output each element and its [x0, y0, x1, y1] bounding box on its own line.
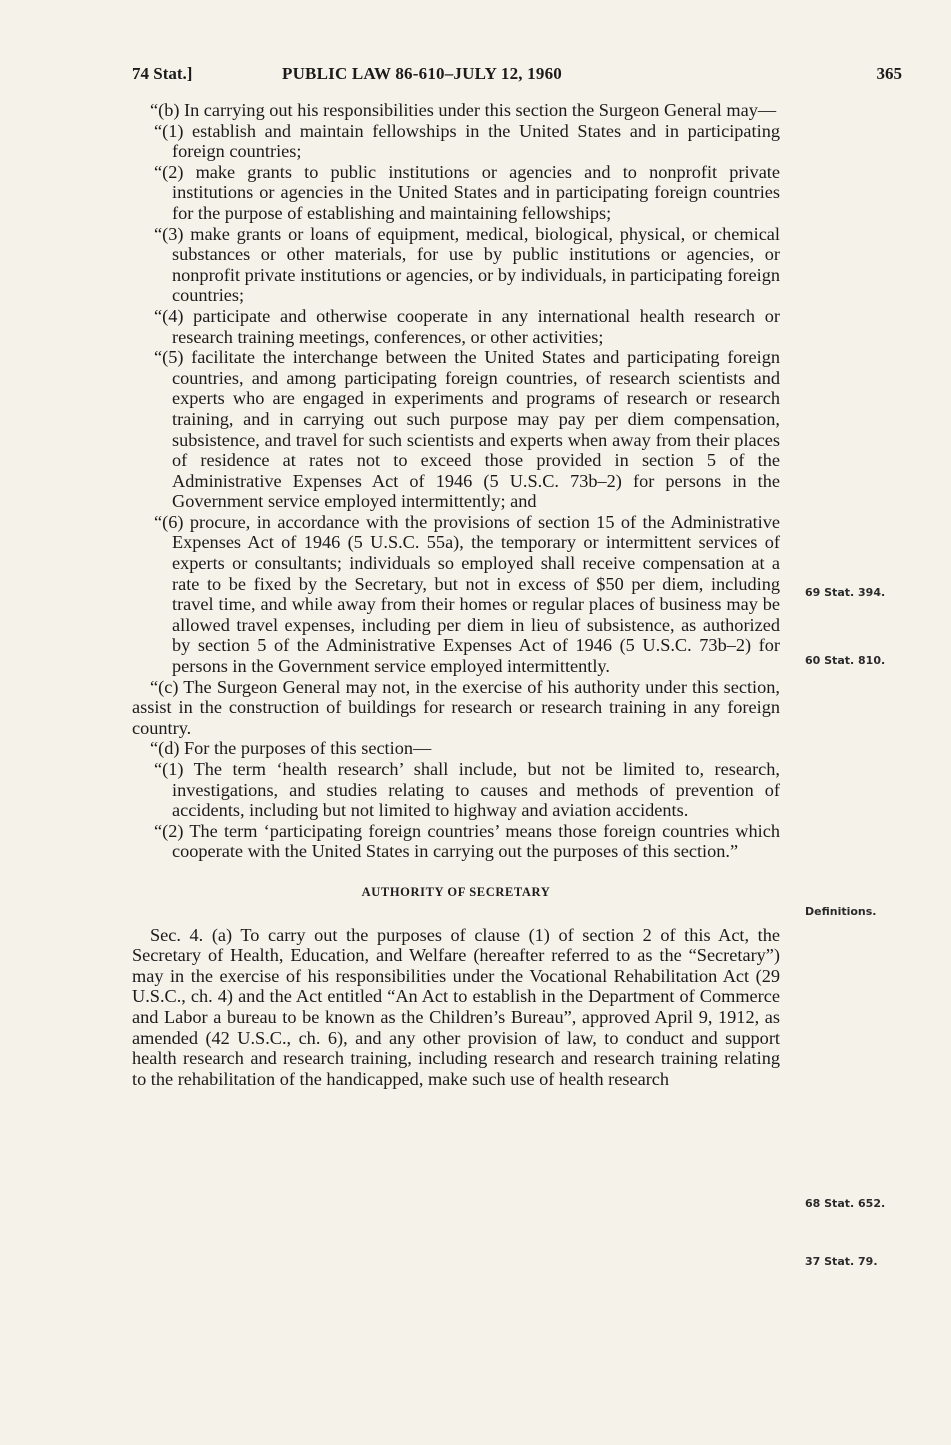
- margin-notes: [805, 0, 945, 1445]
- law-title: PUBLIC LAW 86-610–JULY 12, 1960: [282, 64, 562, 83]
- paragraph-b2: “(2) make grants to public institutions or agencies and to nonprofit private institutions or agencies in the United States and in participating foreign countries for the purpose of establishing and maintaining fellowships;: [154, 161, 780, 223]
- margin-note: 37 Stat. 79.: [805, 1255, 878, 1268]
- section-heading: AUTHORITY OF SECRETARY: [361, 884, 551, 899]
- running-header: [132, 64, 902, 88]
- body-text: [132, 100, 780, 1089]
- section-4-paragraph: [132, 925, 780, 1090]
- statute-volume: 74 Stat.]: [132, 64, 193, 83]
- margin-note: Definitions.: [805, 905, 877, 918]
- paragraph-d2: “(2) The term ‘participating foreign countries’ means those foreign countries which cooperate with the United States in carrying out the purposes of this section.”: [154, 820, 780, 862]
- margin-note: 60 Stat. 810.: [805, 654, 886, 667]
- section-4-text: (a) To carry out the purposes of clause (1) of section 2 of this Act, the Secretary of Health, Education, and Welfare (hereafter referred to as the “Secretary”) may in the exercise of his responsibilities under the Vocational Rehabilitation Act (29 U.S.C., ch. 4) and the Act entitled “An Act to establish in the Department of Commerce and Labor a bureau to be known as the Children’s Bureau”, approved April 9, 1912, as amended (42 U.S.C., ch. 6), and any other provision of law, to conduct and support health research and research training, including research and research training relating to the rehabilitation of the handicapped, make such use of health research: [132, 924, 780, 1089]
- paragraph-b1: “(1) establish and maintain fellowships in the United States and in participating foreign countries;: [154, 120, 780, 162]
- paragraph-b4: “(4) participate and otherwise cooperate in any international health research or research training meetings, conferences, or other activities;: [154, 305, 780, 347]
- paragraph-d: “(d) For the purposes of this section—: [150, 738, 432, 759]
- paragraph-b3: “(3) make grants or loans of equipment, medical, biological, physical, or chemical substances or other materials, for use by public institutions or agencies, or nonprofit private institutions or agencies, or by individuals, in participating foreign countries;: [154, 223, 780, 306]
- paragraph-b: “(b) In carrying out his responsibilities under this section the Surgeon General may—: [150, 100, 777, 120]
- margin-note: 68 Stat. 652.: [805, 1197, 886, 1210]
- paragraph-b6: “(6) procure, in accordance with the provisions of section 15 of the Administrative Expenses Act of 1946 (5 U.S.C. 55a), the temporary or intermittent services of experts or consultants; individuals so employed shall receive compensation at a rate to be fixed by the Secretary, but not in excess of $50 per diem, including travel time, and while away from their homes or regular places of business may be allowed travel expenses, including per diem in lieu of subsistence, as authorized by section 5 of the Administrative Expenses Act of 1946 (5 U.S.C. 73b–2) for persons in the Government service employed intermittently.: [154, 511, 780, 677]
- paragraph-c: “(c) The Surgeon General may not, in the exercise of his authority under this section, assist in the construction of buildings for research or research training in any foreign country.: [132, 676, 780, 738]
- paragraph-d1: “(1) The term ‘health research’ shall include, but not be limited to, research, investigations, and studies relating to causes and methods of prevention of accidents, including but not limited to highway and aviation accidents.: [154, 759, 780, 821]
- section-4-label: Sec. 4.: [150, 924, 204, 945]
- page-number: 365: [876, 64, 902, 83]
- margin-note: 69 Stat. 394.: [805, 586, 886, 599]
- paragraph-b5: “(5) facilitate the interchange between the United States and participating foreign countries, and among participating foreign countries, of research scientists and experts who are engaged in experiments and programs of research or research training, and in carrying out such purpose may pay per diem compensation, subsistence, and travel for such scientists and experts when away from their places of residence at rates not to exceed those provided in section 5 of the Administrative Expenses Act of 1946 (5 U.S.C. 73b–2) for persons in the Government service employed intermittently; and: [154, 347, 780, 512]
